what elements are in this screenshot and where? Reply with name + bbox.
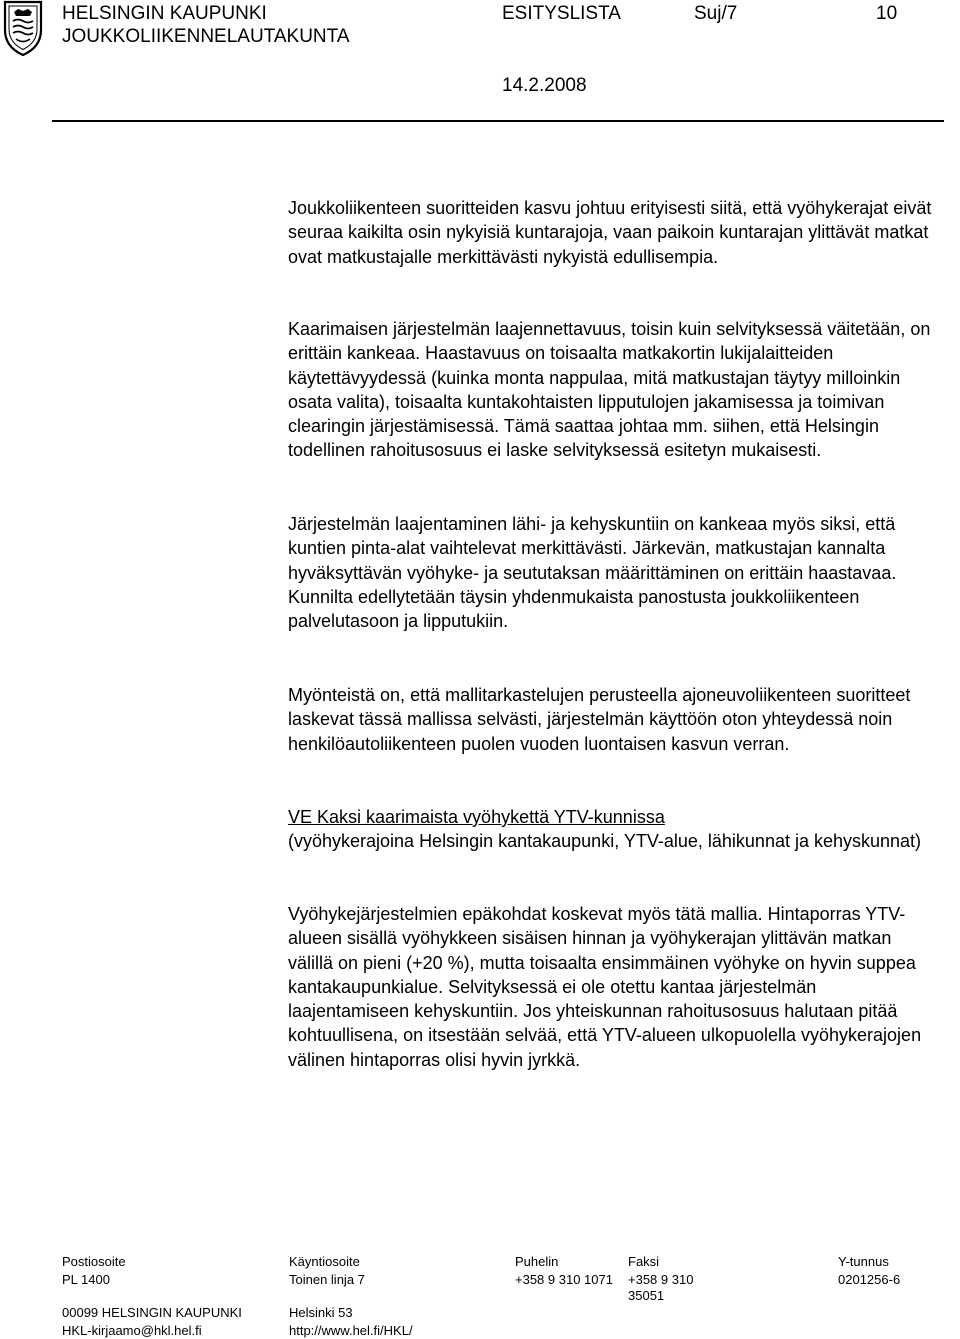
section-heading: VE Kaksi kaarimaista vyöhykettä YTV-kunnissa: [288, 807, 665, 827]
footer-web-link[interactable]: http://www.hel.fi/HKL/: [289, 1323, 413, 1338]
header-divider: [52, 120, 944, 122]
paragraph-text: Vyöhykejärjestelmien epäkohdat koskevat myös tätä mallia. Hintaporras YTV-alueen sisällä vyöhykkeen sisäisen hinnan ja vyöhykerajan ylittävän matkan välillä on pieni (+20 %), mutta toisaalta ensimmäinen vyöhyke on hyvin suppea kantakaupunkialue. Selvityksessä ei ole otettu kantaa järjestelmän laajentamiseen kehyskuntiin. Jos yhteiskunnan rahoitusosuus halutaan pitää kohtuullisena, on itsestään selvää, että YTV-alueen ulkopuolella vyöhykerajojen välinen hintaporras olisi hyvin jyrkkä.: [288, 904, 922, 1070]
paragraph-text: Joukkoliikenteen suoritteiden kasvu johtuu erityisesti siitä, että vyöhykerajat eivät seuraa kaikilta osin nykyisiä kuntarajoja, vaan paikoin kuntarajan ylittävät matkat ovat matkustajalle merkittävästi nykyistä edullisempia.: [288, 198, 932, 267]
section-code: Suj/7: [694, 3, 738, 24]
footer-visit-street: Toinen linja 7: [289, 1272, 365, 1287]
footer-phone-label: Puhelin: [515, 1254, 559, 1269]
paragraph-text: Kaarimaisen järjestelmän laajennettavuus, toisin kuin selvityksessä väitetään, on erittäin kankeaa. Haastavuus on toisaalta matkakortin lukijalaitteiden käytettävyydessä (kuinka monta nappulaa, mitä matkustajan täytyy milloinkin osata valita), toisaalta kuntakohtaisten lipputulojen jakamisessa ja toimivan clearingin järjestämisessä. Tämä saattaa johtaa mm. siihen, että Helsingin todellinen rahoitusosuus ei laske selvityksessä esitetyn mukaisesti.: [288, 319, 931, 461]
page-number: 10: [876, 3, 898, 24]
document-date: 14.2.2008: [502, 75, 587, 96]
org-name-line1: HELSINGIN KAUPUNKI: [62, 3, 267, 24]
org-name-line2: JOUKKOLIIKENNELAUTAKUNTA: [62, 26, 350, 47]
footer-visit-label: Käyntiosoite: [289, 1254, 360, 1269]
helsinki-crest-logo: [2, 0, 44, 56]
footer-phone-value: +358 9 310 1071: [515, 1272, 613, 1287]
paragraph-3: [288, 512, 938, 633]
footer-fax-value-line2: 35051: [628, 1288, 665, 1303]
paragraph-5: [288, 902, 938, 1072]
footer-visit-city: Helsinki 53: [289, 1305, 353, 1320]
footer-ytunnus-label: Y-tunnus: [838, 1254, 889, 1269]
section-subheading: (vyöhykerajoina Helsingin kantakaupunki, YTV-alue, lähikunnat ja kehyskunnat): [288, 831, 922, 852]
footer-postal-box: PL 1400: [62, 1272, 110, 1287]
paragraph-text: Myönteistä on, että mallitarkastelujen perusteella ajoneuvoliikenteen suoritteet laskevat tässä mallissa selvästi, järjestelmän käyttöön oton yhteydessä noin henkilöautoliikenteen puolen vuoden luontaisen kasvun verran.: [288, 685, 911, 754]
footer-postal-city: 00099 HELSINGIN KAUPUNKI: [62, 1305, 242, 1320]
section-heading-block: [288, 805, 938, 854]
doc-type: ESITYSLISTA: [502, 3, 621, 24]
footer-ytunnus-value: 0201256-6: [838, 1272, 901, 1287]
paragraph-1: [288, 196, 938, 269]
paragraph-4: [288, 683, 938, 756]
footer-fax-value-line1: +358 9 310: [628, 1272, 694, 1287]
footer-postal-label: Postiosoite: [62, 1254, 126, 1269]
footer-email-link[interactable]: HKL-kirjaamo@hkl.hel.fi: [62, 1323, 202, 1338]
paragraph-text: Järjestelmän laajentaminen lähi- ja kehyskuntiin on kankeaa myös siksi, että kuntien pinta-alat vaihtelevat merkittävästi. Järkevän, matkustajan kannalta hyväksyttävän vyöhyke- ja seututaksan määrittäminen on erittäin haastavaa. Kunnilta edellytetään täysin yhdenmukaista panostusta joukkoliikenteen palvelutasoon ja lipputukiin.: [288, 514, 897, 632]
paragraph-2: [288, 317, 938, 463]
footer-fax-label: Faksi: [628, 1254, 660, 1269]
